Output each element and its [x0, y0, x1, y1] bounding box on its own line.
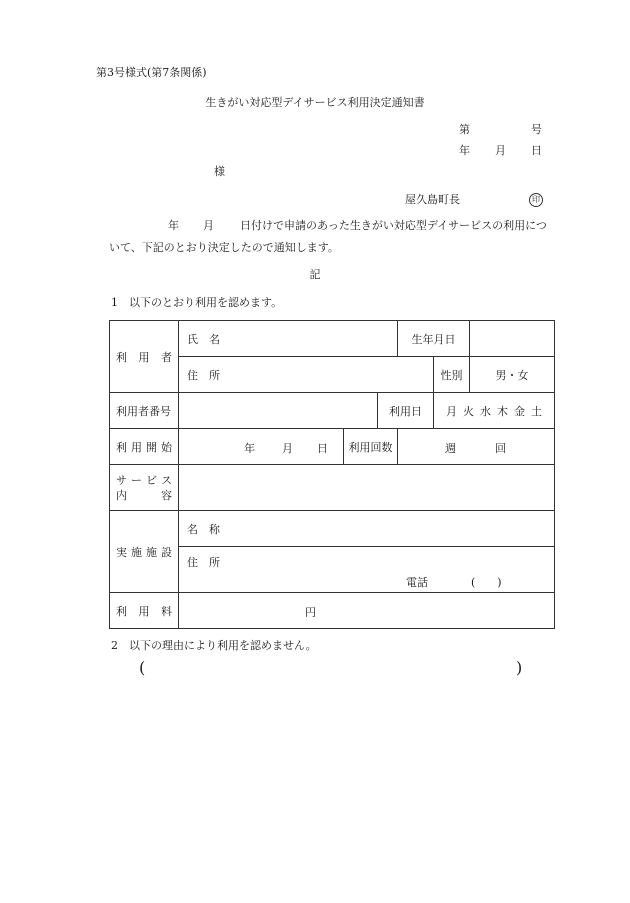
start-label: 利 用 開 始	[116, 440, 172, 454]
frequency-times: 回	[495, 441, 506, 455]
weekday-tue: 火	[463, 404, 474, 418]
seal-mark: 印	[529, 193, 543, 207]
date-day: 日	[531, 144, 542, 157]
facility-label-cell	[110, 511, 179, 593]
weekday-mon: 月	[446, 404, 457, 418]
start-year: 年	[244, 441, 255, 455]
frequency-value-cell	[398, 429, 555, 465]
service-line-2: 内 容	[116, 488, 172, 502]
facility-label: 実 施 施 設	[116, 545, 172, 559]
service-line-1: サ ー ビ ス	[116, 473, 172, 487]
birthdate-label: 生年月日	[411, 332, 456, 346]
use-days-label: 利用日	[389, 404, 422, 418]
sex-label-cell	[434, 357, 470, 393]
facility-name-cell	[179, 511, 555, 547]
birthdate-label-cell	[398, 321, 470, 357]
reason-close-bracket: )	[516, 658, 523, 677]
user-number-label: 利用者番号	[116, 404, 171, 418]
doc-number-suffix: 号	[531, 123, 542, 136]
sex-label: 性別	[440, 368, 463, 382]
fee-label: 利 用 料	[116, 604, 172, 618]
body-year: 年	[168, 219, 179, 232]
sex-options: 男・女	[495, 368, 529, 382]
section-1-heading: 1 以下のとおり利用を認めます。	[111, 296, 283, 309]
weekday-wed: 水	[480, 404, 491, 418]
frequency-label: 利用回数	[348, 440, 393, 454]
start-month: 月	[282, 441, 293, 455]
fee-value	[179, 604, 554, 618]
fee-label-cell	[110, 593, 179, 629]
decision-form-table	[109, 320, 555, 629]
reason-open-bracket: (	[139, 658, 146, 677]
weekday-fri: 金	[514, 404, 525, 418]
start-label-cell	[110, 429, 179, 465]
body-text-line1: 日付けで申請のあった生きがい対応型デイサービスの利用につ	[240, 219, 547, 232]
date-month: 月	[495, 144, 506, 157]
form-number: 第3号様式(第7条関係)	[96, 66, 207, 79]
date-year: 年	[459, 144, 470, 157]
start-date-cell	[179, 429, 344, 465]
user-number-value-cell	[179, 393, 378, 429]
frequency-week: 週	[445, 441, 456, 455]
facility-name-label: 名 称	[187, 522, 220, 536]
facility-address-label: 住 所	[187, 556, 220, 569]
name-cell	[179, 321, 398, 357]
frequency-value	[398, 440, 554, 454]
phone-parens: ( )	[471, 576, 502, 589]
ki-heading: 記	[309, 268, 321, 281]
weekday-thu: 木	[497, 404, 508, 418]
birthdate-value-cell	[470, 321, 555, 357]
weekday-sat: 土	[531, 404, 542, 418]
user-address-label: 住 所	[187, 368, 220, 382]
weekday-list	[434, 403, 554, 419]
use-days-label-cell	[378, 393, 434, 429]
service-label-cell	[110, 465, 179, 511]
name-label: 氏 名	[187, 332, 220, 346]
start-date	[179, 440, 343, 454]
facility-address-cell	[179, 547, 555, 593]
service-content-cell	[179, 465, 555, 511]
start-day: 日	[317, 441, 328, 455]
user-address-cell	[179, 357, 434, 393]
section-2-heading: 2 以下の理由により利用を認めません。	[111, 639, 317, 652]
sex-options-cell	[470, 357, 555, 393]
phone-label: 電話	[406, 576, 428, 589]
weekdays-cell	[434, 393, 555, 429]
frequency-label-cell	[344, 429, 398, 465]
recipient-suffix: 様	[214, 165, 225, 178]
service-label	[110, 473, 178, 503]
user-label: 利 用 者	[116, 350, 172, 364]
body-text-line2: いて、下記のとおり決定したので通知します。	[109, 241, 339, 254]
doc-number-prefix: 第	[459, 123, 470, 136]
fee-unit: 円	[305, 605, 316, 619]
user-number-label-cell	[110, 393, 179, 429]
fee-value-cell	[179, 593, 555, 629]
user-label-cell	[110, 321, 179, 393]
body-month: 月	[203, 219, 214, 232]
issuer: 屋久島町長	[405, 193, 460, 206]
document-title: 生きがい対応型デイサービス利用決定通知書	[205, 96, 425, 109]
